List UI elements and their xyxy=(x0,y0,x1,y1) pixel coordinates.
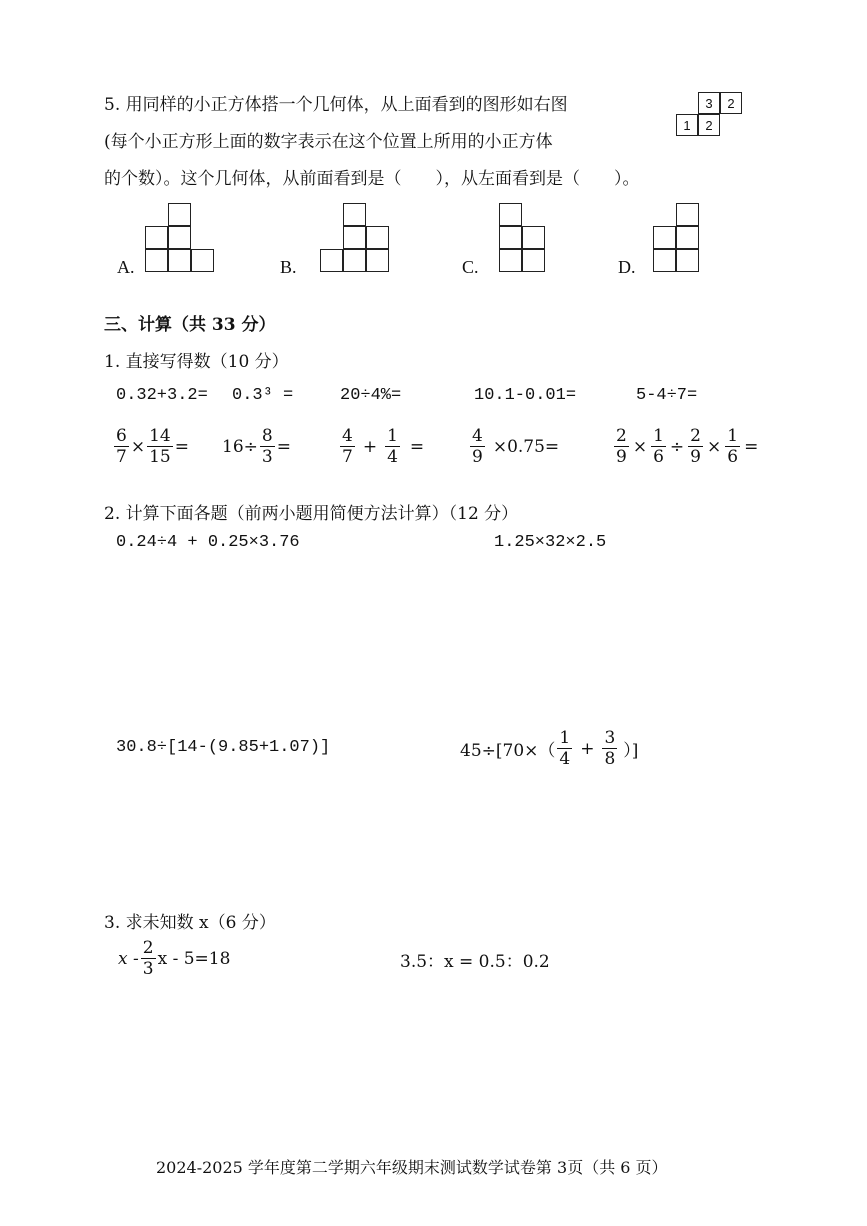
oral-item: $\frac{6}{7}$ × $\frac{14}{15}$ = xyxy=(116,426,189,467)
oral-item: 10.1-0.01= xyxy=(474,386,577,405)
oral-item: 0.3³ = xyxy=(232,386,294,405)
top-view-cell: 2 xyxy=(698,114,720,136)
sub1-title: 1. 直接写得数（10 分） xyxy=(104,352,289,372)
option-c-label: C. xyxy=(462,257,479,277)
page-footer: 2024-2025 学年度第二学期六年级期末测试数学试卷第 3页（共 6 页） xyxy=(156,1158,668,1177)
option-a-label: A. xyxy=(117,257,135,277)
oral-item: 5-4÷7= xyxy=(636,386,698,405)
top-view-cell: 3 xyxy=(698,92,720,114)
option-d-label: D. xyxy=(618,257,636,277)
oral-item: $\frac{4}{9}$ ×0.75= xyxy=(472,426,560,467)
oral-item: 0.32+3.2= xyxy=(116,386,208,405)
oral-item: 16÷ $\frac{8}{3}$ = xyxy=(222,426,291,467)
calc-problem: 0.24÷4 + 0.25×3.76 xyxy=(116,533,300,552)
q5-line1 xyxy=(104,90,568,115)
top-view-cell: 1 xyxy=(676,114,698,136)
equation: x - $\frac{2}{3}$ x - 5=18 xyxy=(118,938,231,979)
calc-problem: 45÷[70×（ $\frac{1}{4}$ + $\frac{3}{8}$ ）] xyxy=(460,728,639,769)
sub2-title: 2. 计算下面各题（前两小题用简便方法计算）（12 分） xyxy=(104,504,519,524)
oral-item: $\frac{4}{7}$ + $\frac{1}{4}$ = xyxy=(342,426,425,467)
q5-text-1: 用同样的小正方体搭一个几何体，从上面看到的图形如右图 xyxy=(125,95,568,115)
q5-line3: 的个数）。这个几何体，从前面看到是（ ），从左面看到是（ ）。 xyxy=(104,169,640,189)
option-b-label: B. xyxy=(280,257,297,277)
section-title: 三、计算（共 33 分） xyxy=(104,315,276,335)
calc-problem: 30.8÷[14-(9.85+1.07)] xyxy=(116,738,331,757)
q5-line2: (每个小正方形上面的数字表示在这个位置上所用的小正方体 xyxy=(104,132,553,152)
calc-problem: 1.25×32×2.5 xyxy=(494,533,607,552)
top-view-cell: 2 xyxy=(720,92,742,114)
oral-item: 20÷4%= xyxy=(340,386,402,405)
equation: 3.5：x = 0.5：0.2 xyxy=(400,952,550,972)
q5-number: 5. xyxy=(104,95,121,115)
sub3-title: 3. 求未知数 x（6 分） xyxy=(104,913,276,933)
oral-item: $\frac{2}{9}$ × $\frac{1}{6}$ ÷ $\frac{2}{9}$ × $\frac{1}{6}$ = xyxy=(616,426,759,467)
